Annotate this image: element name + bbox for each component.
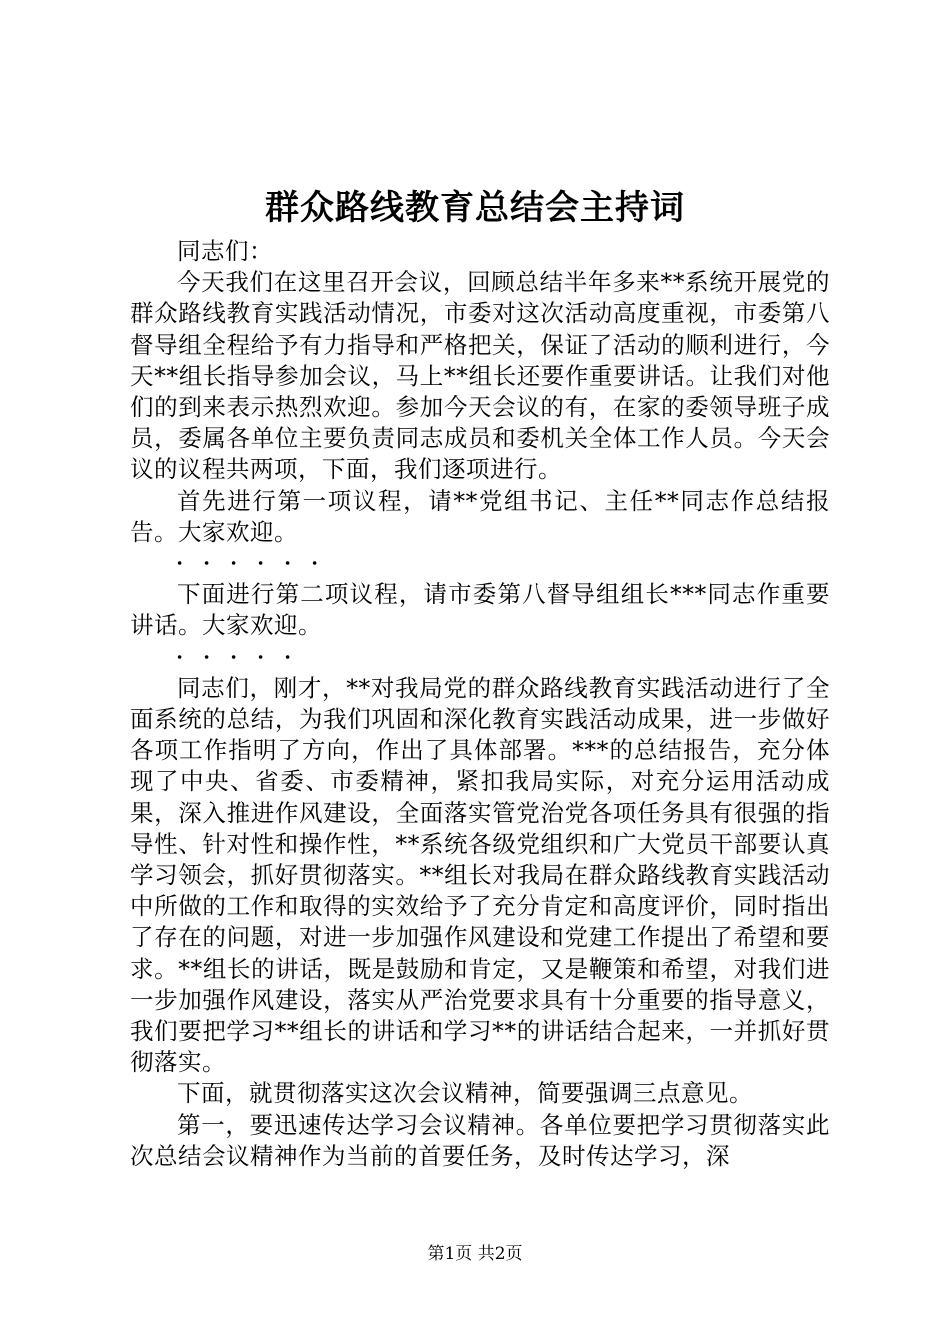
- paragraph-summary: 同志们，刚才，**对我局党的群众路线教育实践活动进行了全面系统的总结，为我们巩固和深化教育实践活动成果，进一步做好各项工作指明了方向，作出了具体部署。***的总结报告，充分体现了中央、省委、市委精神，紧扣我局实际，对充分运用活动成果，深入推进作风建设，全面落实管党治党各项任务具有很强的指导性、针对性和操作性，**系统各级党组织和广大党员干部要认真学习领会，抓好贯彻落实。**组长对我局在群众路线教育实践活动中所做的工作和取得的实效给予了充分肯定和高度评价，同时指出了存在的问题，对进一步加强作风建设和党建工作提出了希望和要求。**组长的讲话，既是鼓励和肯定，又是鞭策和希望，对我们进一步加强作风建设，落实从严治党要求具有十分重要的指导意义，我们要把学习**组长的讲话和学习**的讲话结合起来，一并抓好贯彻落实。: [130, 673, 830, 1077]
- paragraph-transition: 下面，就贯彻落实这次会议精神，简要强调三点意见。: [177, 1079, 753, 1108]
- paragraph-point-one: 第一，要迅速传达学习会议精神。各单位要把学习贯彻落实此次总结会议精神作为当前的首要任务，及时传达学习，深: [130, 1110, 830, 1170]
- paragraph-agenda-one: 首先进行第一项议程，请**党组书记、主任**同志作总结报告。大家欢迎。: [130, 486, 830, 546]
- ellipsis-dots: ・・・・・・: [171, 554, 334, 574]
- document-title: 群众路线教育总结会主持词: [265, 188, 685, 228]
- paragraph-greeting: 同志们：: [177, 237, 273, 265]
- paragraph-opening: 今天我们在这里召开会议，回顾总结半年多来**系统开展党的群众路线教育实践活动情况，市委对这次活动高度重视，市委第八督导组全程给予有力指导和严格把关，保证了活动的顺利进行，今天**组长指导参加会议，马上**组长还要作重要讲话。让我们对他们的到来表示热烈欢迎。参加今天会议的有，在家的委领导班子成员，委属各单位主要负责同志成员和委机关全体工作人员。今天会议的议程共两项，下面，我们逐项进行。: [130, 268, 830, 484]
- ellipsis-dots: ・・・・・: [171, 647, 307, 667]
- document-body: [130, 236, 830, 1172]
- paragraph-agenda-two: 下面进行第二项议程，请市委第八督导组组长***同志作重要讲话。大家欢迎。: [130, 580, 830, 640]
- page-footer: 第1页 共2页: [427, 1244, 523, 1264]
